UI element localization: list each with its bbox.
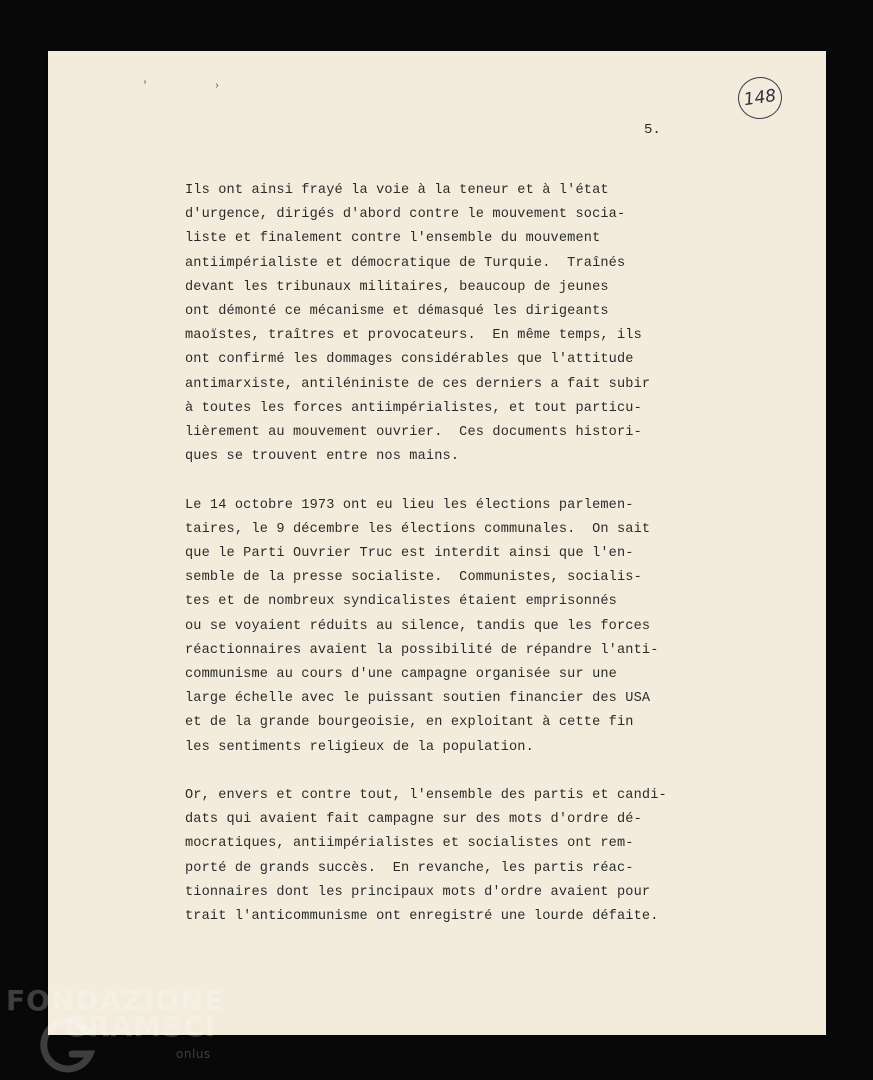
text-line: large échelle avec le puissant soutien financier des USA <box>185 691 651 707</box>
text-line: à toutes les forces antiimpérialistes, et tout particu- <box>185 400 642 416</box>
archive-number-stamp <box>735 74 784 122</box>
text-line: que le Parti Ouvrier Truc est interdit ainsi que l'en- <box>185 546 634 562</box>
archive-number: 148 <box>742 85 778 111</box>
watermark-line-1: FONDAZIONE <box>6 984 225 1017</box>
text-line: d'urgence, dirigés d'abord contre le mouvement socia- <box>185 207 626 223</box>
text-line: semble de la presse socialiste. Communistes, socialis- <box>185 570 642 586</box>
text-line: trait l'anticommunisme ont enregistré une lourde défaite. <box>185 909 659 925</box>
paragraph-1 <box>185 179 745 469</box>
text-line: tes et de nombreux syndicalistes étaient emprisonnés <box>185 594 617 610</box>
text-line: liste et finalement contre l'ensemble du mouvement <box>185 231 601 247</box>
body-text <box>185 179 745 953</box>
text-line: les sentiments religieux de la population. <box>185 739 534 755</box>
paragraph-3 <box>185 784 745 929</box>
text-line: Ils ont ainsi frayé la voie à la teneur et à l'état <box>185 183 609 198</box>
text-line: maoïstes, traîtres et provocateurs. En même temps, ils <box>185 328 642 344</box>
text-line: ques se trouvent entre nos mains. <box>185 449 460 465</box>
text-line: communisme au cours d'une campagne organisée sur une <box>185 667 617 683</box>
margin-marks: ' › <box>142 81 251 92</box>
text-line: antiimpérialiste et démocratique de Turquie. Traînés <box>185 255 626 271</box>
foundation-watermark <box>6 984 225 1074</box>
text-line: ont démonté ce mécanisme et démasqué les dirigeants <box>185 304 609 320</box>
paragraph-2 <box>185 494 745 760</box>
text-line: mocratiques, antiimpérialistes et socialistes ont rem- <box>185 836 634 852</box>
text-line: devant les tribunaux militaires, beaucoup de jeunes <box>185 279 609 295</box>
text-line: Le 14 octobre 1973 ont eu lieu les élections parlemen- <box>185 497 634 513</box>
text-line: porté de grands succès. En revanche, les partis réac- <box>185 860 634 876</box>
text-line: et de la grande bourgeoisie, en exploitant à cette fin <box>185 715 634 731</box>
watermark-line-2: GRAMSCI <box>64 1010 217 1043</box>
text-line: ou se voyaient réduits au silence, tandis que les forces <box>185 618 651 634</box>
text-line: ont confirmé les dommages considérables que l'attitude <box>185 352 634 368</box>
page-number: 5. <box>644 122 661 138</box>
text-line: réactionnaires avaient la possibilité de répandre l'anti- <box>185 642 659 658</box>
watermark-suffix: onlus <box>176 1047 211 1061</box>
text-line: taires, le 9 décembre les élections communales. On sait <box>185 521 651 537</box>
text-line: lièrement au mouvement ouvrier. Ces documents histori- <box>185 425 642 441</box>
document-page <box>48 51 826 1035</box>
text-line: antimarxiste, antiléniniste de ces derniers a fait subir <box>185 376 651 392</box>
text-line: Or, envers et contre tout, l'ensemble des partis et candi- <box>185 788 667 804</box>
text-line: tionnaires dont les principaux mots d'ordre avaient pour <box>185 884 651 900</box>
text-line: dats qui avaient fait campagne sur des mots d'ordre dé- <box>185 812 642 828</box>
